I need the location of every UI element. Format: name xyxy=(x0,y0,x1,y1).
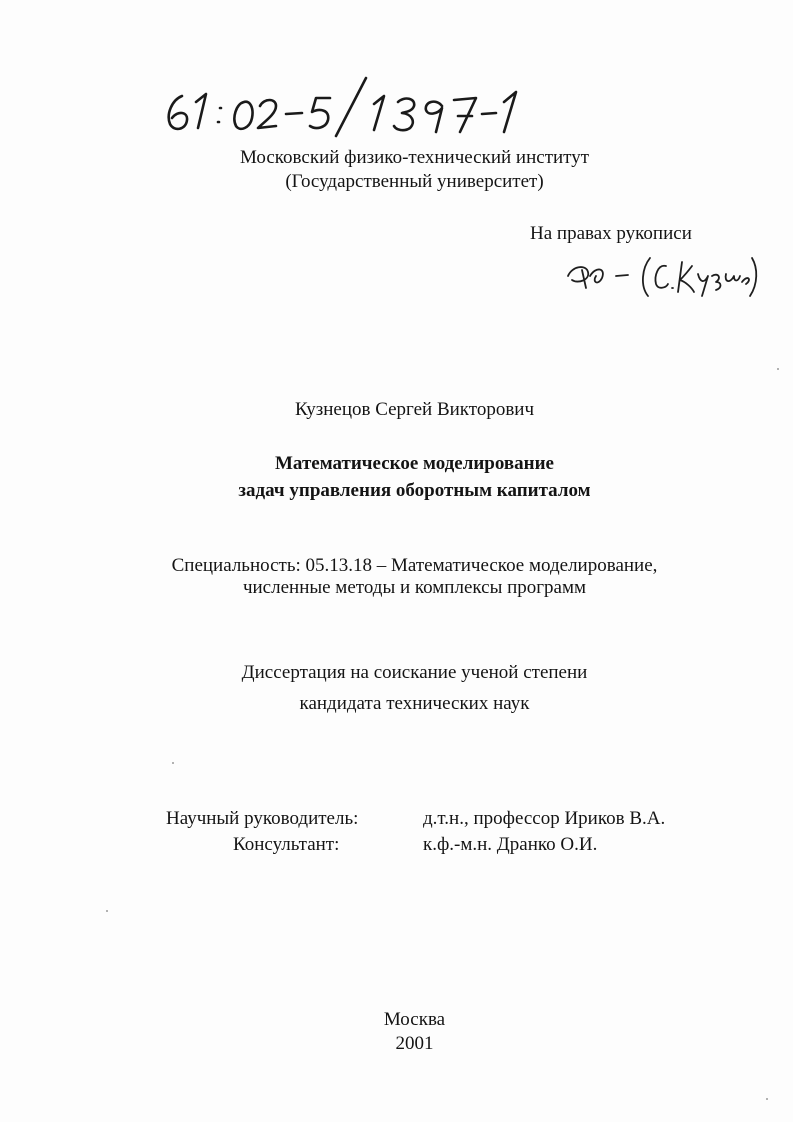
degree-line-2: кандидата технических наук xyxy=(299,693,530,714)
degree-line-1: Диссертация на соискание ученой степени xyxy=(241,662,588,683)
specialty-line-1: Специальность: 05.13.18 – Математическое моделирование, xyxy=(171,555,658,576)
author-name: Кузнецов Сергей Викторович xyxy=(294,399,535,420)
city: Москва xyxy=(383,1009,446,1030)
rights-notice: На правах рукописи xyxy=(530,223,692,244)
supervisor-label: Научный руководитель: xyxy=(166,808,359,829)
consultant-label: Консультант: xyxy=(233,834,340,855)
scan-speck xyxy=(777,368,779,370)
institute-subtitle: (Государственный университет) xyxy=(285,171,544,192)
institute-name: Московский физико-технический институт xyxy=(239,147,590,168)
thesis-title-line-1: Математическое моделирование xyxy=(275,453,554,474)
handwritten-archive-number xyxy=(160,72,540,140)
scan-speck xyxy=(172,762,174,764)
thesis-title-line-2: задач управления оборотным капиталом xyxy=(238,480,591,501)
specialty-line-2: численные методы и комплексы программ xyxy=(242,577,587,598)
scan-speck xyxy=(106,910,108,912)
scan-speck xyxy=(766,1098,768,1100)
year: 2001 xyxy=(395,1033,434,1054)
author-signature xyxy=(562,252,762,300)
supervisor-value: д.т.н., профессор Ириков В.А. xyxy=(423,808,666,829)
consultant-value: к.ф.-м.н. Дранко О.И. xyxy=(423,834,598,855)
